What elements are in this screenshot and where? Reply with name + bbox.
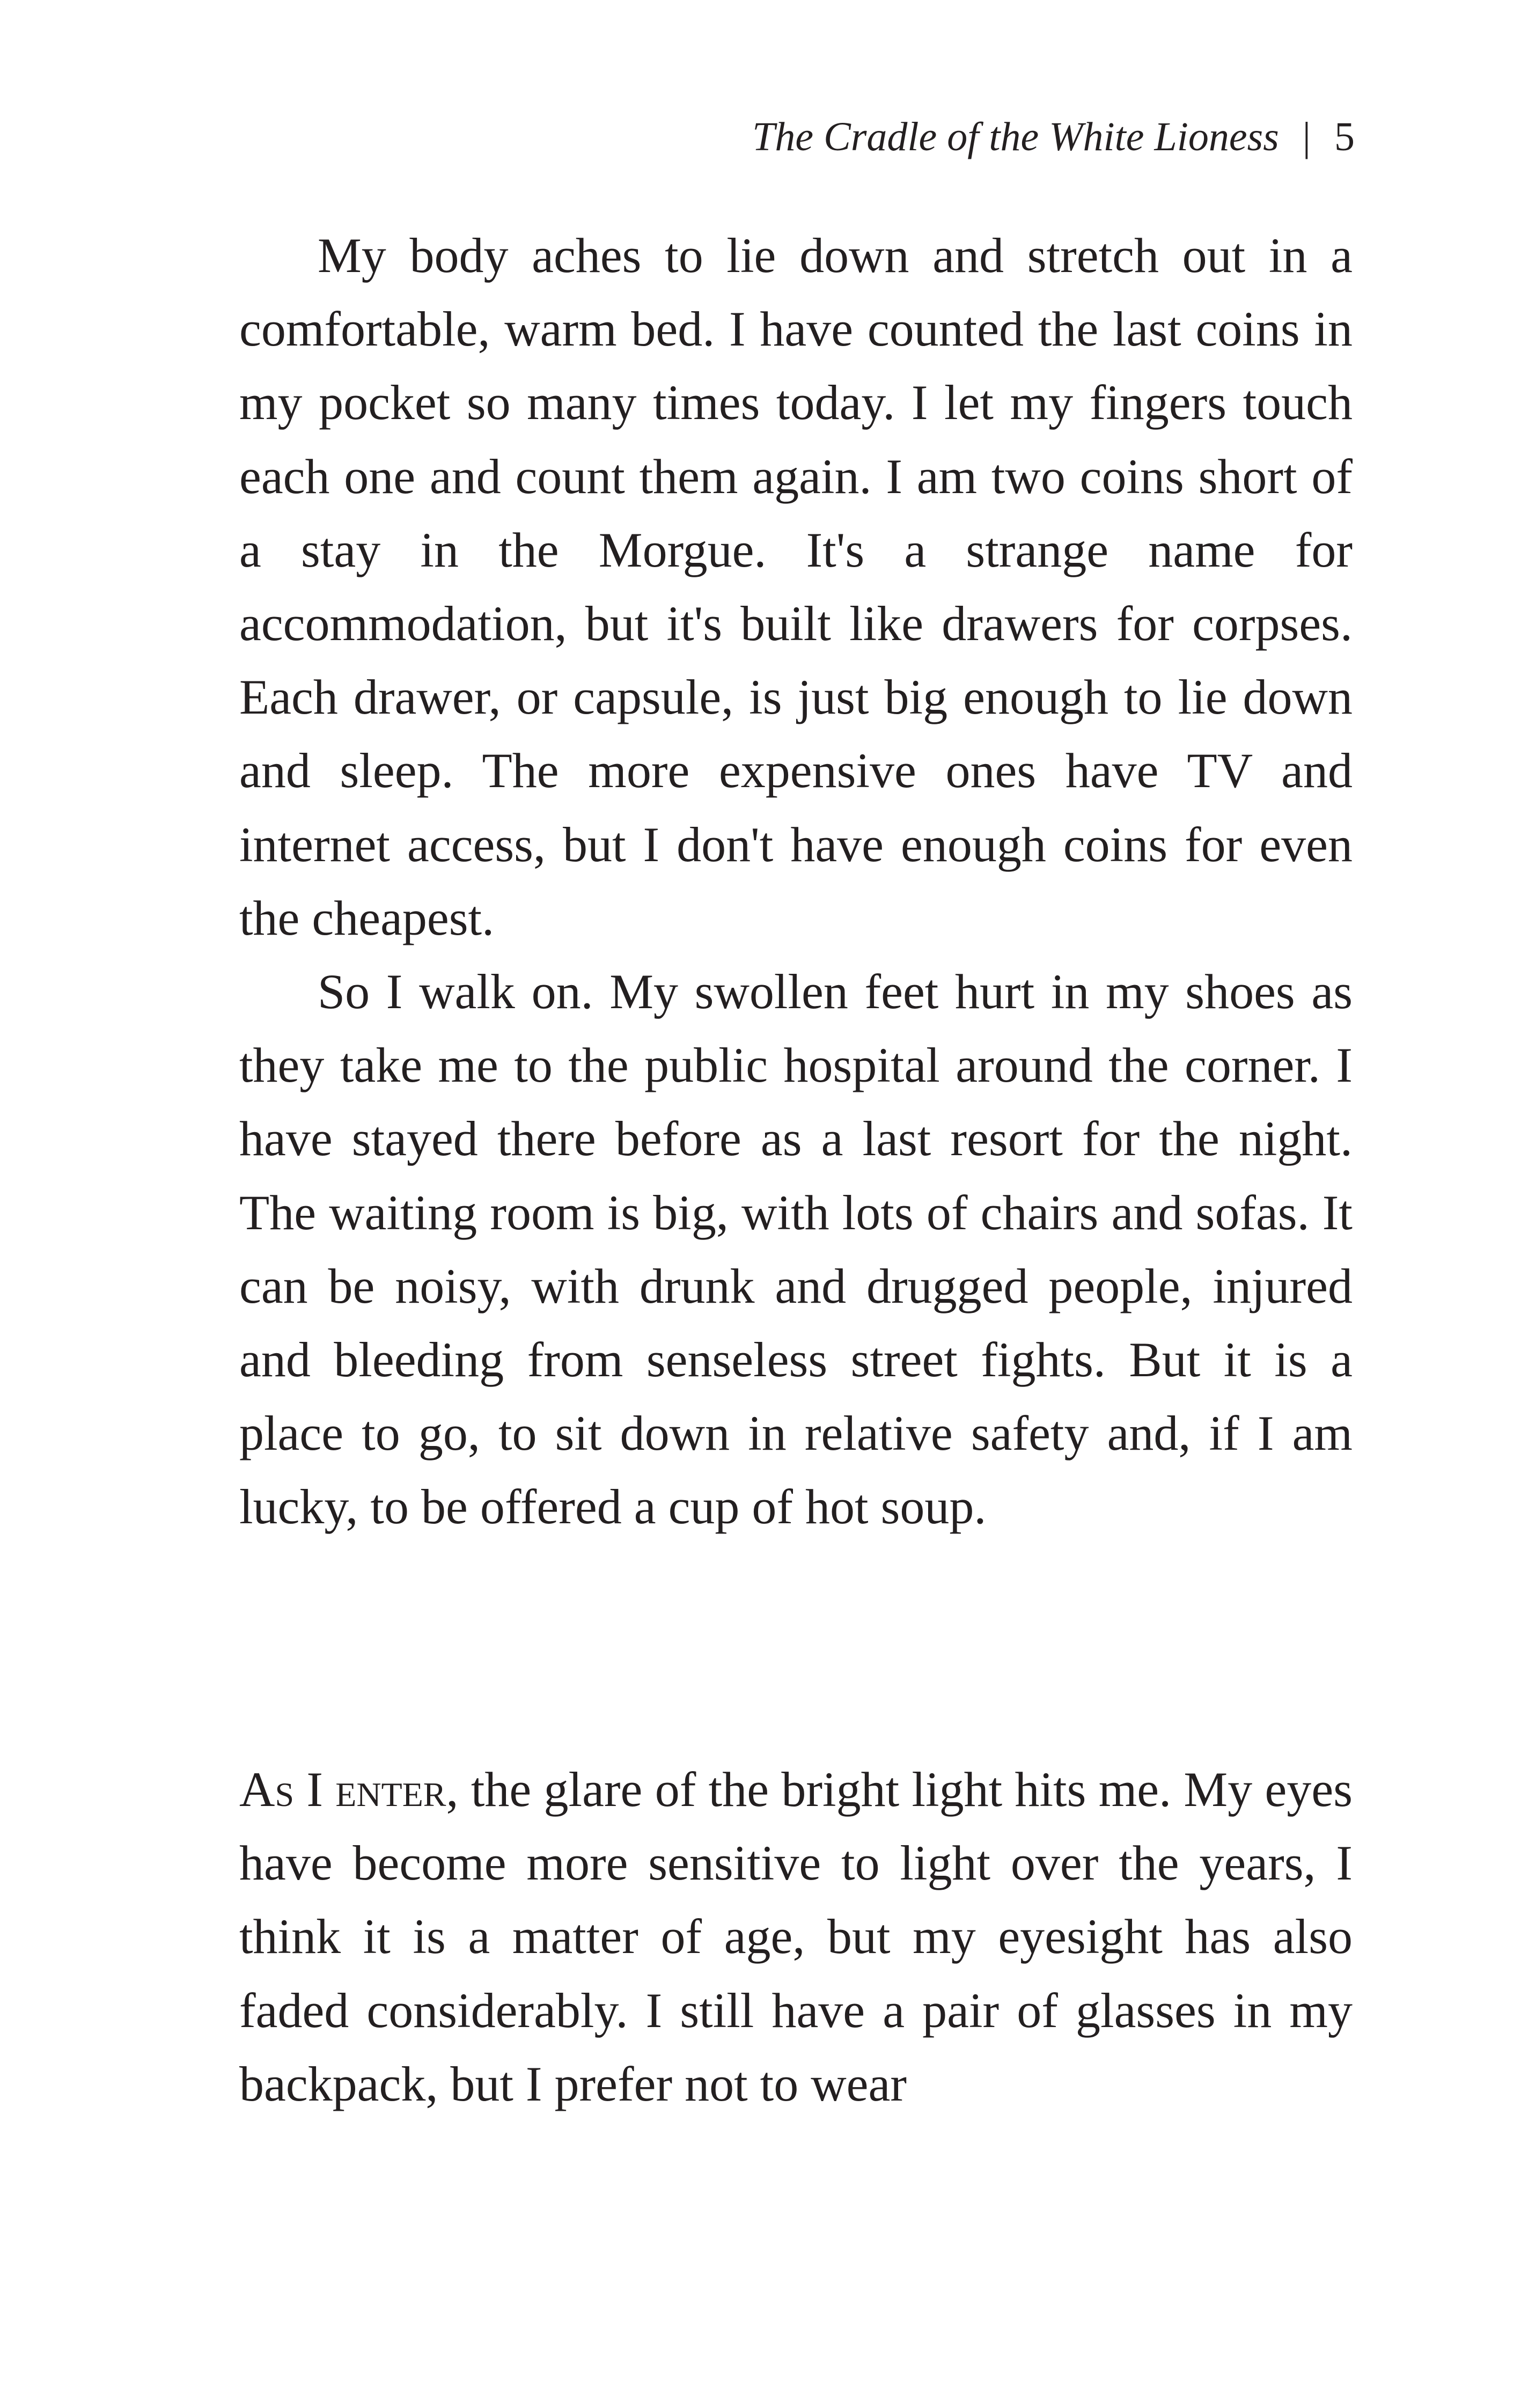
paragraph: My body aches to lie down and stretch out in a comfortable, warm bed. I have counted the last coins in my pocket so many times today. I let my fingers touch each one and count them again. I am two coins short of a stay in the Morgue. It's a strange name for accommodation, but it's built like drawers for corpses. Each drawer, or capsule, is just big enough to lie down and sleep. The more expensive ones have TV and internet access, but I don't have enough coins for even the cheapest.: [239, 228, 1353, 945]
section-two: [239, 1753, 1353, 2121]
page-number: 5: [1334, 114, 1355, 159]
paragraph: [239, 1753, 1353, 2121]
header-separator: |: [1302, 114, 1311, 159]
paragraph-text: , the glare of the bright light hits me. My eyes have become more sensitive to light over the years, I think it is a matter of age, but my eyesight has also faded considerably. I still have a pair of glasses in my backpack, but I prefer not to wear: [239, 1762, 1353, 2111]
book-title: The Cradle of the White Lioness: [752, 114, 1279, 159]
running-header: [752, 110, 1355, 164]
section-one: [239, 219, 1353, 1544]
section-opening-words: As I enter: [239, 1762, 446, 1817]
paragraph: So I walk on. My swollen feet hurt in my shoes as they take me to the public hospital around the corner. I have stayed there before as a last resort for the night. The waiting room is big, with lots of chairs and sofas. It can be noisy, with drunk and drugged people, injured and bleeding from senseless street fights. But it is a place to go, to sit down in relative safety and, if I am lucky, to be offered a cup of hot soup.: [239, 964, 1353, 1535]
